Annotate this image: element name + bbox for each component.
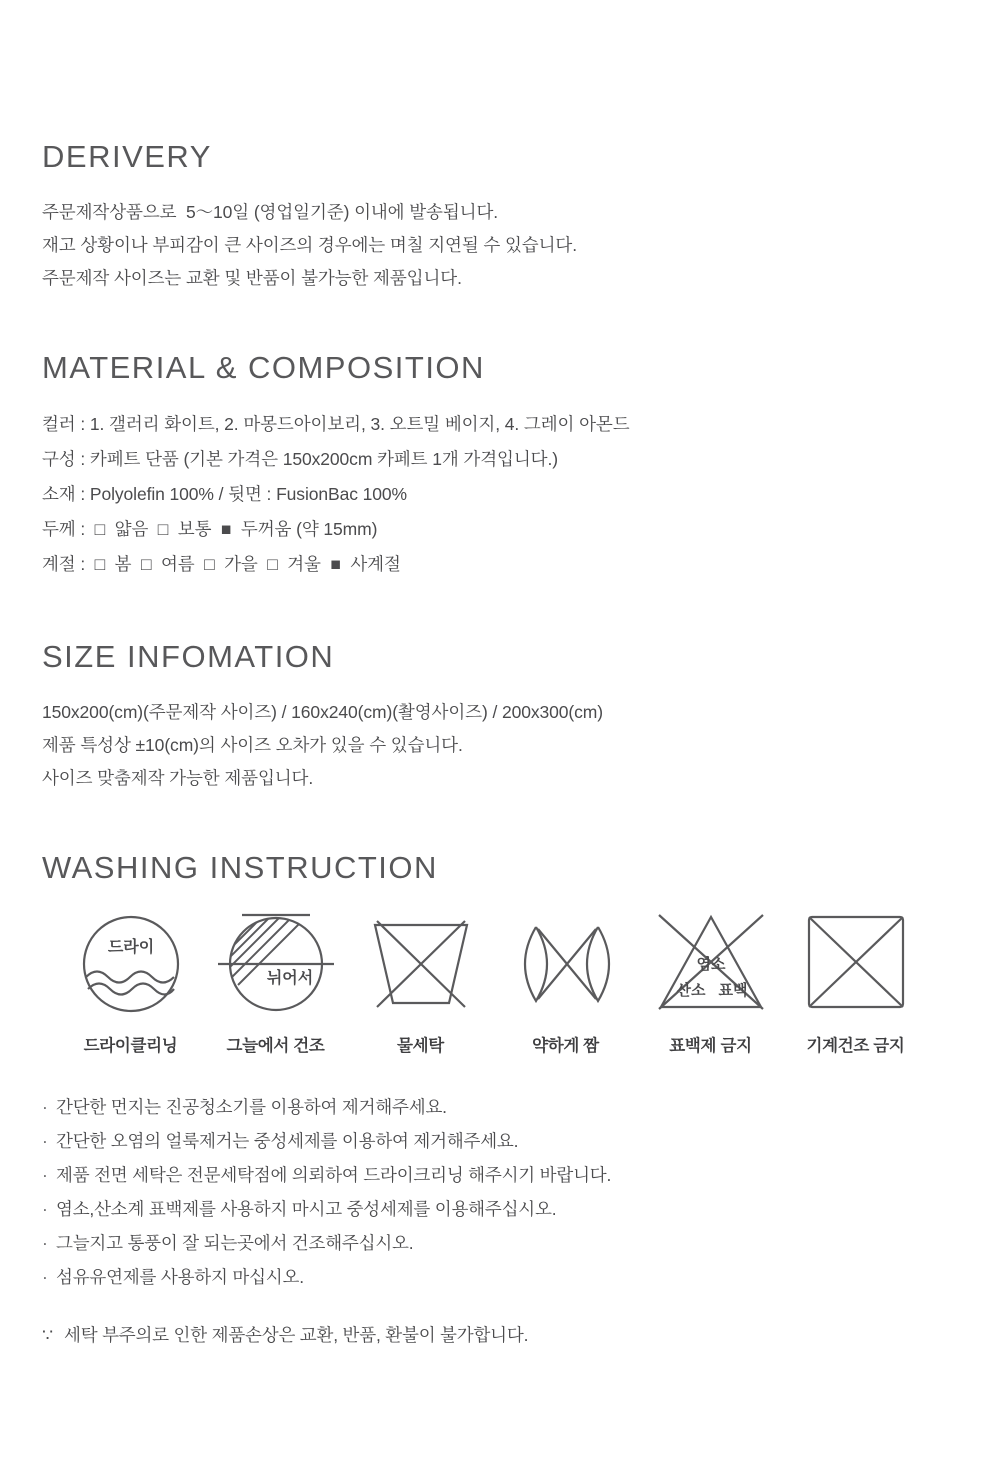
- svg-text:염소: 염소: [696, 956, 725, 974]
- delivery-title: DERIVERY: [42, 139, 212, 174]
- material-title: MATERIAL & COMPOSITION: [42, 350, 485, 386]
- delivery-line-1: 주문제작상품으로 5〜10일 (영업일기준) 이내에 발송됩니다.: [42, 202, 499, 223]
- delivery-section: [42, 140, 1000, 295]
- material-line-composition: 구성 : 카페트 단품 (기본 가격은 150x200cm 카페트 1개 가격입니다.): [42, 449, 558, 470]
- bullet-dot: ·: [42, 1165, 48, 1186]
- material-line-color: 컬러 : 1. 갤러리 화이트, 2. 마몽드아이보리, 3. 오트밀 베이지, 4. 그레이 아몬드: [42, 414, 630, 435]
- washing-caption-dry-clean: 드라이클리닝: [83, 1037, 178, 1056]
- size-title: SIZE INFOMATION: [42, 639, 335, 675]
- washing-note-text: 간단한 오염의 얼룩제거는 중성세제를 이용하여 제거해주세요.: [56, 1131, 519, 1152]
- washing-note-text: 섬유유연제를 사용하지 마십시오.: [56, 1267, 304, 1288]
- washing-icon-cell-tumble-dry: [783, 907, 928, 1056]
- washing-note: [42, 1192, 1000, 1226]
- washing-note: [42, 1090, 1000, 1124]
- washing-icon-cell-wring: [493, 907, 638, 1056]
- footnote-mark: ∵: [42, 1325, 53, 1346]
- washing-title: WASHING INSTRUCTION: [42, 850, 438, 886]
- delivery-line-3: 주문제작 사이즈는 교환 및 반품이 불가능한 제품입니다.: [42, 268, 462, 289]
- dry-clean-icon: [71, 907, 191, 1022]
- material-line-thickness: 두께 : □ 얇음 □ 보통 ■ 두꺼움 (약 15mm): [42, 519, 378, 540]
- washing-notes: [42, 1090, 1000, 1294]
- no-bleach-icon: [651, 907, 771, 1022]
- washing-section: [42, 851, 1000, 1350]
- washing-caption-tumble-dry: 기계건조 금지: [806, 1037, 905, 1056]
- no-tumble-dry-icon: [796, 907, 916, 1022]
- svg-text:표백: 표백: [718, 982, 747, 1000]
- washing-note-text: 그늘지고 통풍이 잘 되는곳에서 건조해주십시오.: [56, 1233, 414, 1254]
- svg-text:산소: 산소: [676, 982, 705, 1000]
- size-line-2: 제품 특성상 ±10(cm)의 사이즈 오차가 있을 수 있습니다.: [42, 735, 463, 756]
- washing-caption-bleach: 표백제 금지: [669, 1037, 752, 1056]
- washing-note: [42, 1260, 1000, 1294]
- washing-footnote: [42, 1320, 1000, 1350]
- washing-caption-wash: 물세탁: [397, 1037, 444, 1056]
- dry-in-shade-icon: [216, 907, 336, 1022]
- washing-note: [42, 1158, 1000, 1192]
- size-line-3: 사이즈 맞춤제작 가능한 제품입니다.: [42, 768, 314, 789]
- size-section: [42, 640, 1000, 795]
- washing-note-text: 제품 전면 세탁은 전문세탁점에 의뢰하여 드라이크리닝 해주시기 바랍니다.: [56, 1165, 612, 1186]
- bullet-dot: ·: [42, 1199, 48, 1220]
- wring-gently-icon: [506, 907, 626, 1022]
- delivery-line-2: 재고 상황이나 부피감이 큰 사이즈의 경우에는 며칠 지연될 수 있습니다.: [42, 235, 577, 256]
- dry-clean-inner-label: 드라이: [107, 939, 154, 957]
- no-machine-wash-icon: [361, 907, 481, 1022]
- washing-note: [42, 1124, 1000, 1158]
- bullet-dot: ·: [42, 1267, 48, 1288]
- bullet-dot: ·: [42, 1097, 48, 1118]
- material-section: [42, 351, 1000, 582]
- washing-icon-cell-dry-clean: [58, 907, 203, 1056]
- washing-icon-cell-wash: [348, 907, 493, 1056]
- dry-in-shade-inner-label: 뉘어서: [266, 970, 313, 988]
- washing-note-text: 간단한 먼지는 진공청소기를 이용하여 제거해주세요.: [56, 1097, 447, 1118]
- washing-note-text: 염소,산소계 표백제를 사용하지 마시고 중성세제를 이용해주십시오.: [56, 1199, 557, 1220]
- washing-caption-wring: 약하게 짬: [532, 1037, 599, 1056]
- size-line-1: 150x200(cm)(주문제작 사이즈) / 160x240(cm)(촬영사이즈) / 200x300(cm): [42, 702, 603, 723]
- washing-icon-cell-dry-in-shade: [203, 907, 348, 1056]
- material-line-season: 계절 : □ 봄 □ 여름 □ 가을 □ 겨울 ■ 사계절: [42, 554, 401, 575]
- bullet-dot: ·: [42, 1233, 48, 1254]
- washing-note: [42, 1226, 1000, 1260]
- material-line-fabric: 소재 : Polyolefin 100% / 뒷면 : FusionBac 100%: [42, 484, 407, 505]
- washing-caption-dry-in-shade: 그늘에서 건조: [226, 1037, 325, 1056]
- bullet-dot: ·: [42, 1131, 48, 1152]
- washing-icons-row: [58, 907, 1000, 1056]
- washing-icon-cell-bleach: [638, 907, 783, 1056]
- footnote-text: 세탁 부주의로 인한 제품손상은 교환, 반품, 환불이 불가합니다.: [64, 1325, 529, 1346]
